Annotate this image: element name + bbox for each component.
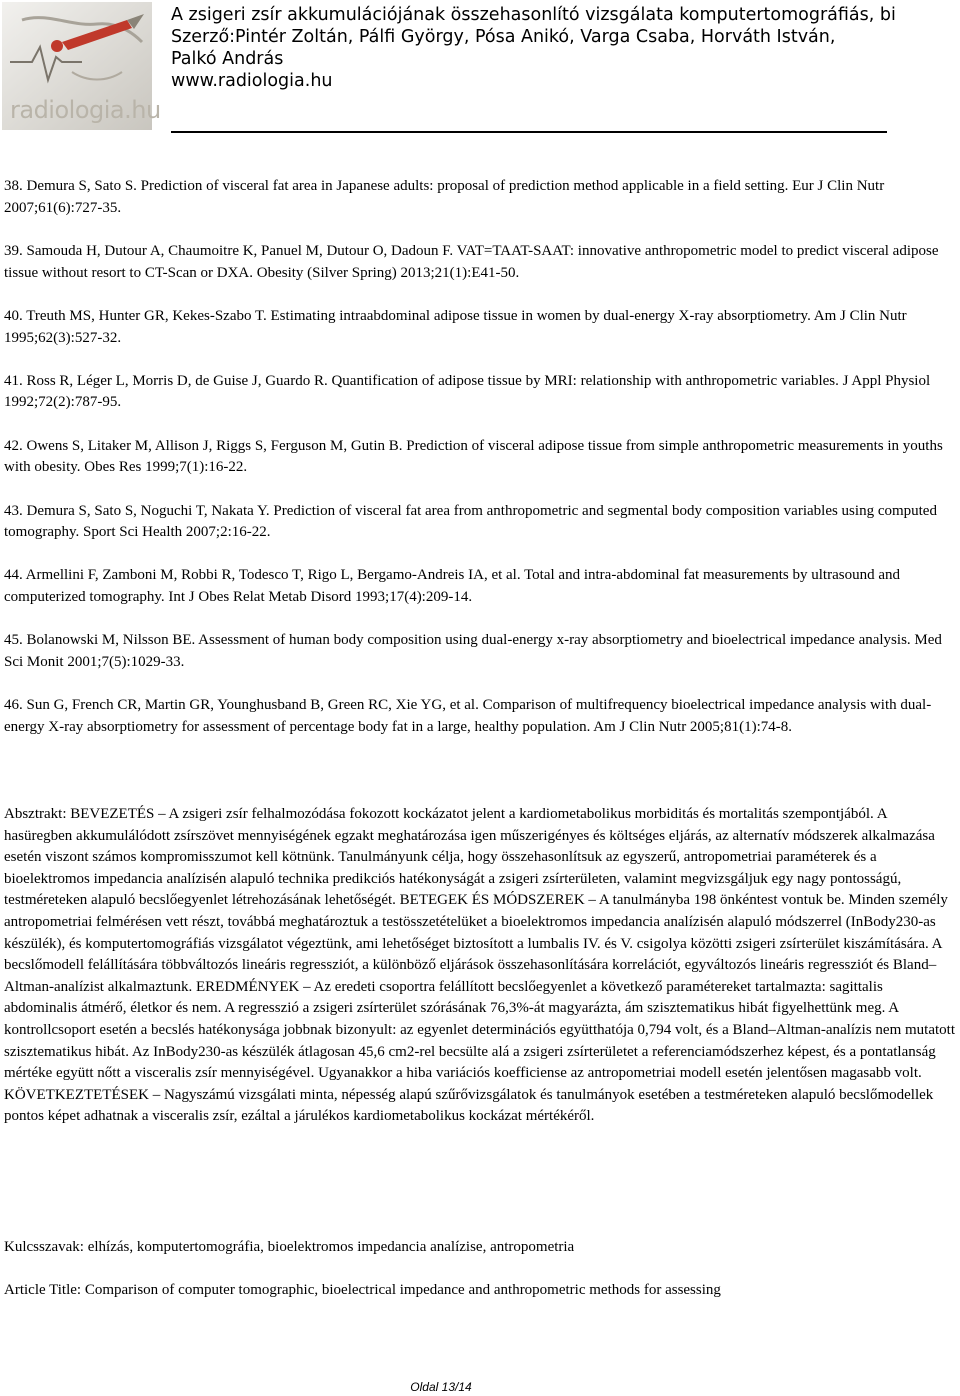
reference-item: 44. Armellini F, Zamboni M, Robbi R, Todesco T, Rigo L, Bergamo-Andreis IA, et al. Total and intra-abdominal fat measurements by ultrasound and computerized tomography. Int J Obes Relat Metab Disord 1993;17(4):209-14. [4,567,900,606]
reference-item: 45. Bolanowski M, Nilsson BE. Assessment of human body composition using dual-energy x-ray absorptiometry and bioelectrical impedance analysis. Med Sci Monit 2001;7(5):1029-33. [4,632,942,671]
reference-item: 43. Demura S, Sato S, Noguchi T, Nakata Y. Prediction of visceral fat area from anthropometric and segmental body composition variables using computed tomography. Sport Sci Health 2007;2:16-22. [4,502,937,541]
author-line-continued: Palkó András [171,49,284,69]
radiologia-logo [2,2,161,130]
logo-text: radiologia.hu [10,96,161,124]
reference-item: 42. Owens S, Litaker M, Allison J, Riggs S, Ferguson M, Gutin B. Prediction of visceral adipose tissue from simple anthropometric measurements in youths with obesity. Obes Res 1999;7(1):16-22. [4,437,943,476]
reference-item: 39. Samouda H, Dutour A, Chaumoitre K, Panuel M, Dutour O, Dadoun F. VAT=TAAT-SAAT: innovative anthropometric model to predict visceral adipose tissue without resort to CT-Scan or DXA. Obesity (Silver Spring) 2013;21(1):E41-50. [4,242,939,281]
reference-item: 40. Treuth MS, Hunter GR, Kekes-Szabo T. Estimating intraabdominal adipose tissue in women by dual-energy X-ray absorptiometry. Am J Clin Nutr 1995;62(3):527-32. [4,307,907,346]
page-number: Oldal 13/14 [410,1380,472,1394]
page-header [171,4,960,92]
reference-item: 38. Demura S, Sato S. Prediction of visceral fat area in Japanese adults: proposal of prediction method applicable in a field setting. Eur J Clin Nutr 2007;61(6):727-35. [4,178,885,216]
reference-list [4,176,954,760]
article-title-line: Article Title: Comparison of computer tomographic, bioelectrical impedance and anthropometric methods for assessing [4,1282,721,1298]
website-link[interactable]: www.radiologia.hu [171,71,333,91]
header-divider [171,131,887,133]
reference-item: 41. Ross R, Léger L, Morris D, de Guise J, Guardo R. Quantification of adipose tissue by MRI: relationship with anthropometric variables. J Appl Physiol 1992;72(2):787-95. [4,372,931,411]
abstract-paragraph: Absztrakt: BEVEZETÉS – A zsigeri zsír felhalmozódása fokozott kockázatot jelent a kardiometabolikus morbiditás és mortalitás szempontjából. A hasüregben akkumulálódott zsírszövet mennyiségének egzakt meghatározása igen műszerigényes és költséges eljárás, az alternatív módszerek alkalmazása esetén viszont számos kompromisszumot kell kötnünk. Tanulmányunk célja, hogy összehasonlítsuk az egyszerű, antropometriai paraméterek és a bioelektromos impedancia analízisén alapuló technika predikciós hatékonyságát a zsigeri zsírterületen, valamint megvizsgáljuk egy nagy pontosságú, testméreteken alapuló becslőegyenlet létrehozásának lehetőségét. BETEGEK ÉS MÓDSZEREK – A tanulmányba 198 önkéntest vontuk be. Minden személy antropometriai felmérésen vett részt, továbbá meghatároztuk a testösszetételüket a bioelektromos impedancia analízisén alapuló módszerrel (InBody230-as készülék), és komputertomográfiás vizsgálatot végeztünk, ami lehetőséget biztosított a lumbalis IV. és V. csigolya közötti zsigeri zsírterület kiszámítására. A becslőmodell felállítására többváltozós lineáris regressziót, a különböző eljárások összehasonlítására korrelációt, egyváltozós lineáris regressziót és Bland–Altman-analízist alkalmaztunk. EREDMÉNYEK – Az eredeti csoportra felállított becslőegyenlet a következő paramétereket tartalmazta: sagittalis abdominalis átmérő, életkor és nem. A regresszió a zsigeri zsírterület szórásának 76,3%-át magyarázta, ám szisztematikus hibát figyelhettünk meg. A kontrollcsoport esetén a becslés hatékonysága jobbnak bizonyult: az egyenlet determinációs együtthatója 0,794 volt, és a Bland–Altman-analízis nem mutatott szisztematikus hibát. Az InBody230-as készülék átlagosan 45,6 cm2-rel becsülte alá a zsigeri zsírterületet a referenciamódszerhez képest, és a pontatlanság mértéke együtt nőtt a visceralis zsír mennyiségével. Ugyanakkor a hiba variációs koefficiense az antropometriai modell esetén jelentősen magasabb volt. KÖVETKEZTETÉSEK – Nagyszámú vizsgálati minta, népesség alapú szűrővizsgálatok és tanulmányok esetében a testméreteken alapuló becslőmodellek pontos képet adhatnak a visceralis zsír, ezáltal a járulékos kardiometabolikus kockázat mértékéről. [4,806,955,1125]
keywords-line: Kulcsszavak: elhízás, komputertomográfia, bioelektromos impedancia analízise, antropometria [4,1239,575,1255]
author-line: Szerző:Pintér Zoltán, Pálfi György, Pósa Anikó, Varga Csaba, Horváth István, [171,27,836,47]
reference-item: 46. Sun G, French CR, Martin GR, Younghusband B, Green RC, Xie YG, et al. Comparison of multifrequency bioelectrical impedance analysis with dual-energy X-ray absorptiometry for assessment of percentage body fat in a large, healthy population. Am J Clin Nutr 2005;81(1):74-8. [4,697,932,735]
article-header-title: A zsigeri zsír akkumulációjának összehasonlító vizsgálata komputertomográfiás, bi [171,5,896,25]
